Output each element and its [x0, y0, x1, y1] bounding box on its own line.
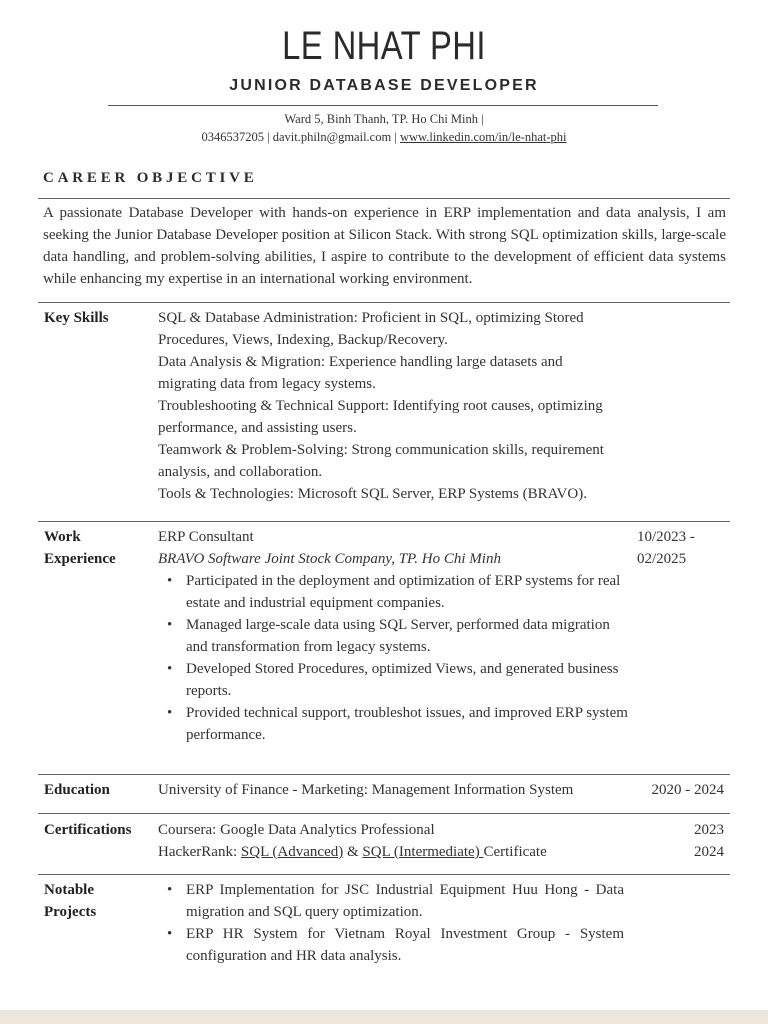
contact-line — [0, 130, 768, 145]
phone-email: 0346537205 | davit.philn@gmail.com | — [201, 130, 400, 144]
date-start: 10/2023 - — [637, 529, 695, 545]
certification-item — [158, 841, 618, 863]
list-item: • ERP HR System for Vietnam Royal Investment Group - System configuration and HR data analysis. — [158, 923, 624, 967]
section-divider — [38, 521, 730, 522]
job-role: ERP Consultant — [158, 529, 254, 545]
certifications-label: Certifications — [44, 822, 132, 838]
linkedin-link[interactable]: www.linkedin.com/in/le-nhat-phi — [399, 130, 567, 144]
date-end: 02/2025 — [637, 551, 687, 567]
label-line: Notable — [44, 882, 94, 898]
skill-item: Troubleshooting & Technical Support: Identifying root causes, optimizing performance, and assisting users. — [158, 398, 603, 436]
section-divider — [38, 198, 730, 199]
education-years: 2020 - 2024 — [651, 782, 724, 798]
skill-item: Teamwork & Problem-Solving: Strong communication skills, requirement analysis, and collaboration. — [158, 442, 604, 480]
cert-provider: HackerRank: — [158, 844, 241, 860]
sql-advanced-link[interactable]: SQL (Advanced) — [240, 844, 344, 860]
notable-projects-label — [44, 879, 96, 923]
key-skills-list — [158, 307, 620, 505]
company-name: BRAVO Software Joint Stock Company, TP. Ho Chi Minh — [158, 551, 501, 567]
cert-year: 2023 — [694, 822, 724, 838]
header-divider — [108, 105, 658, 106]
key-skills-label: Key Skills — [44, 310, 109, 326]
certification-item: Coursera: Google Data Analytics Professional — [158, 822, 435, 838]
section-divider — [38, 302, 730, 303]
list-item: • Managed large-scale data using SQL Server, performed data migration and transformation from legacy systems. — [158, 614, 628, 658]
page-bottom-band — [0, 1010, 768, 1024]
list-item: • Developed Stored Procedures, optimized Views, and generated business reports. — [158, 658, 628, 702]
work-experience-content — [158, 526, 628, 746]
career-objective-text: A passionate Database Developer with hands-on experience in ERP implementation and data analysis, I am seeking the Junior Database Developer position at Silicon Stack. With strong SQL optimization skills, large-scale data handling, and problem-solving abilities, I aspire to contribute to the development of efficient data systems while enhancing my expertise in an international working environment. — [43, 205, 726, 287]
cert-suffix: Certificate — [483, 844, 547, 860]
list-item: • Provided technical support, troubleshot issues, and improved ERP system performance. — [158, 702, 628, 746]
list-item: • ERP Implementation for JSC Industrial Equipment Huu Hong - Data migration and SQL query optimization. — [158, 879, 624, 923]
work-experience-label — [44, 526, 116, 570]
sql-intermediate-link[interactable]: SQL (Intermediate) — [362, 844, 484, 860]
experience-dates — [637, 526, 695, 570]
projects-content — [158, 879, 624, 967]
experience-bullets — [158, 570, 628, 746]
label-line: Work — [44, 529, 81, 545]
label-line: Projects — [44, 904, 97, 920]
skill-item: Data Analysis & Migration: Experience handling large datasets and migrating data from legacy systems. — [158, 354, 563, 392]
job-title: JUNIOR DATABASE DEVELOPER — [229, 77, 539, 94]
skill-item: SQL & Database Administration: Proficient in SQL, optimizing Stored Procedures, Views, Indexing, Backup/Recovery. — [158, 310, 584, 348]
section-divider — [38, 813, 730, 814]
section-divider — [38, 774, 730, 775]
section-divider — [38, 874, 730, 875]
ampersand: & — [343, 844, 363, 860]
certification-years — [624, 819, 724, 863]
cert-year: 2024 — [694, 844, 724, 860]
address: Ward 5, Binh Thanh, TP. Ho Chi Minh | — [284, 112, 484, 126]
skill-item: Tools & Technologies: Microsoft SQL Server, ERP Systems (BRAVO). — [158, 486, 587, 502]
career-objective-heading: CAREER OBJECTIVE — [43, 170, 258, 186]
certifications-list — [158, 819, 618, 863]
label-line: Experience — [44, 551, 116, 567]
project-bullets — [158, 879, 624, 967]
list-item: • Participated in the deployment and optimization of ERP systems for real estate and industrial equipment companies. — [158, 570, 628, 614]
candidate-name: LE NHAT PHI — [282, 24, 486, 68]
education-school: University of Finance - Marketing: Management Information System — [158, 782, 574, 798]
education-label: Education — [44, 782, 110, 798]
